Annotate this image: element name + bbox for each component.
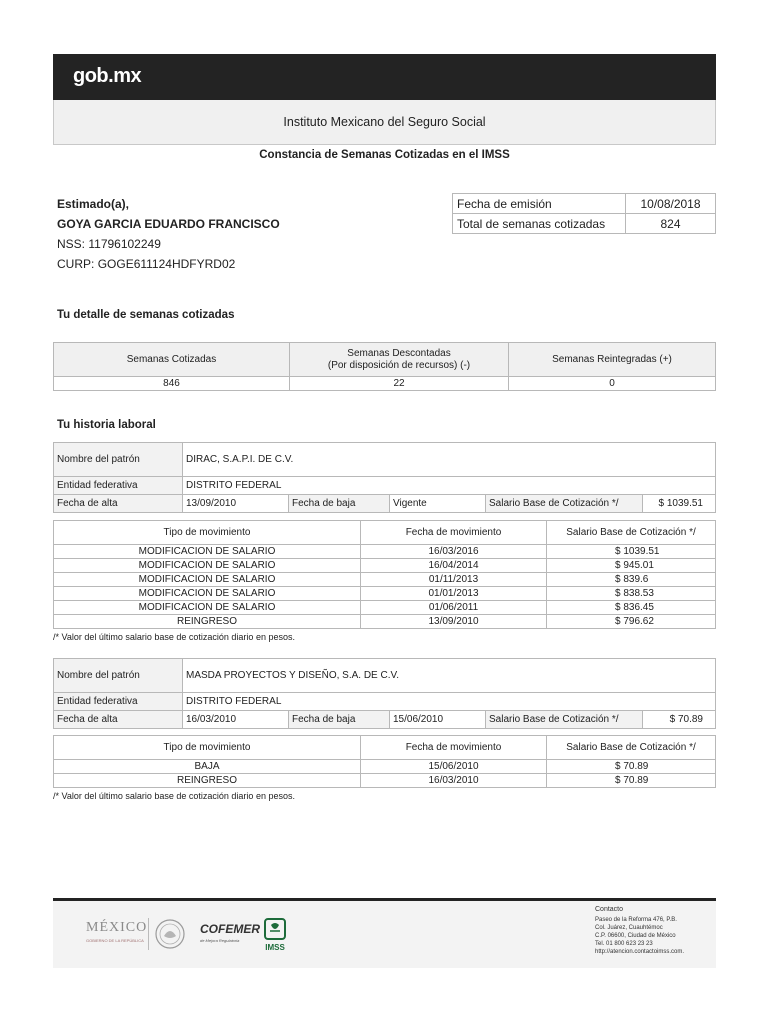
job-2-dates-row xyxy=(54,711,716,729)
job-1-moves-table xyxy=(53,520,716,629)
end-label: Fecha de baja xyxy=(289,711,390,729)
move-type: MODIFICACION DE SALARIO xyxy=(54,601,361,615)
cofemer-logo-subtitle: de Mejora Regulatoria xyxy=(200,938,240,943)
table-row xyxy=(54,545,716,559)
employer-label: Nombre del patrón xyxy=(54,443,183,477)
job-1-state-row xyxy=(54,477,716,495)
imss-logo-text: IMSS xyxy=(265,943,285,952)
table-row xyxy=(54,760,716,774)
labor-history-title: Tu historia laboral xyxy=(57,419,156,431)
job-2-state: DISTRITO FEDERAL xyxy=(183,693,716,711)
table-row xyxy=(54,559,716,573)
contact-line: C.P. 06600, Ciudad de México xyxy=(595,933,676,939)
move-date: 01/01/2013 xyxy=(361,587,547,601)
weeks-col-quoted: Semanas Cotizadas xyxy=(54,343,290,377)
state-label: Entidad federativa xyxy=(54,693,183,711)
institute-name: Instituto Mexicano del Seguro Social xyxy=(53,100,716,145)
start-label: Fecha de alta xyxy=(54,495,183,513)
job-2-employer: MASDA PROYECTOS Y DISEÑO, S.A. DE C.V. xyxy=(183,659,716,693)
logo-dot: . xyxy=(108,65,114,87)
document-title: Constancia de Semanas Cotizadas en el IMSS xyxy=(259,149,510,161)
move-salary-header: Salario Base de Cotización */ xyxy=(547,521,716,545)
move-date-header: Fecha de movimiento xyxy=(361,521,547,545)
nss-line xyxy=(57,234,280,254)
move-type-header: Tipo de movimiento xyxy=(54,736,361,760)
move-type: MODIFICACION DE SALARIO xyxy=(54,559,361,573)
table-row xyxy=(54,615,716,629)
move-type: REINGRESO xyxy=(54,774,361,788)
national-seal-icon xyxy=(154,918,186,950)
contact-title: Contacto xyxy=(595,906,624,913)
employer-label: Nombre del patrón xyxy=(54,659,183,693)
weeks-reinstated-value: 0 xyxy=(509,377,716,391)
summary-row-total-weeks xyxy=(453,214,716,234)
curp-label: CURP: xyxy=(57,257,95,271)
table-row xyxy=(54,774,716,788)
weeks-detail-title: Tu detalle de semanas cotizadas xyxy=(57,309,235,321)
weeks-col-reinstated: Semanas Reintegradas (+) xyxy=(509,343,716,377)
job-2-state-row xyxy=(54,693,716,711)
table-row xyxy=(54,587,716,601)
move-date-header: Fecha de movimiento xyxy=(361,736,547,760)
weeks-quoted-value: 846 xyxy=(54,377,290,391)
move-date: 01/11/2013 xyxy=(361,573,547,587)
nss-label: NSS: xyxy=(57,237,86,251)
weeks-col-discounted xyxy=(290,343,509,377)
move-type-header: Tipo de movimiento xyxy=(54,521,361,545)
logo-divider xyxy=(148,918,149,950)
weeks-header-row xyxy=(54,343,716,377)
contact-url[interactable]: http://atencion.contactoimss.com. xyxy=(595,949,685,955)
recipient-block xyxy=(57,194,280,274)
salutation: Estimado(a), xyxy=(57,197,130,211)
move-type: BAJA xyxy=(54,760,361,774)
weeks-col-discounted-line1: Semanas Descontadas xyxy=(347,347,451,359)
move-type: MODIFICACION DE SALARIO xyxy=(54,587,361,601)
imss-logo-icon xyxy=(262,917,290,953)
total-weeks-label: Total de semanas cotizadas xyxy=(453,214,626,234)
salary-footnote: /* Valor del último salario base de cotización diario en pesos. xyxy=(53,791,295,801)
move-date: 15/06/2010 xyxy=(361,760,547,774)
moves-header-row xyxy=(54,736,716,760)
move-date: 16/03/2016 xyxy=(361,545,547,559)
weeks-value-row xyxy=(54,377,716,391)
end-label: Fecha de baja xyxy=(289,495,390,513)
job-1-employer-row xyxy=(54,443,716,477)
curp-line xyxy=(57,254,280,274)
move-salary-header: Salario Base de Cotización */ xyxy=(547,736,716,760)
curp-value: GOGE611124HDFYRD02 xyxy=(97,257,236,271)
move-salary: $ 839.6 xyxy=(547,573,716,587)
contact-line: Col. Juárez, Cuauhtémoc xyxy=(595,925,663,931)
cofemer-logo: COFEMER xyxy=(200,922,260,936)
salary-footnote: /* Valor del último salario base de cotización diario en pesos. xyxy=(53,632,295,642)
table-row xyxy=(54,573,716,587)
mexico-logo: MÉXICO xyxy=(86,920,148,935)
move-type: MODIFICACION DE SALARIO xyxy=(54,545,361,559)
move-salary: $ 1039.51 xyxy=(547,545,716,559)
salary-label: Salario Base de Cotización */ xyxy=(486,495,643,513)
summary-row-issue-date xyxy=(453,194,716,214)
weeks-discounted-value: 22 xyxy=(290,377,509,391)
job-1-salary: $ 1039.51 xyxy=(643,495,716,513)
move-date: 16/03/2010 xyxy=(361,774,547,788)
move-salary: $ 796.62 xyxy=(547,615,716,629)
job-1-start: 13/09/2010 xyxy=(183,495,289,513)
job-2-start: 16/03/2010 xyxy=(183,711,289,729)
contact-block xyxy=(595,906,684,956)
salary-label: Salario Base de Cotización */ xyxy=(486,711,643,729)
job-2-salary: $ 70.89 xyxy=(643,711,716,729)
move-date: 13/09/2010 xyxy=(361,615,547,629)
issue-date-label: Fecha de emisión xyxy=(453,194,626,214)
mexico-logo-subtitle: GOBIERNO DE LA REPÚBLICA xyxy=(86,938,144,943)
total-weeks-value: 824 xyxy=(626,214,716,234)
contact-line: Tel. 01 800 623 23 23 xyxy=(595,941,653,947)
job-2-moves-table xyxy=(53,735,716,788)
nss-value: 11796102249 xyxy=(88,237,161,251)
job-2-end: 15/06/2010 xyxy=(390,711,486,729)
job-1-dates-row xyxy=(54,495,716,513)
move-salary: $ 836.45 xyxy=(547,601,716,615)
job-2-employer-row xyxy=(54,659,716,693)
move-salary: $ 70.89 xyxy=(547,760,716,774)
move-salary: $ 945.01 xyxy=(547,559,716,573)
weeks-col-discounted-line2: (Por disposición de recursos) (-) xyxy=(327,359,471,371)
job-2-table xyxy=(53,658,716,729)
job-1-end: Vigente xyxy=(390,495,486,513)
job-1-employer: DIRAC, S.A.P.I. DE C.V. xyxy=(183,443,716,477)
moves-header-row xyxy=(54,521,716,545)
weeks-detail-table xyxy=(53,342,716,391)
move-type: REINGRESO xyxy=(54,615,361,629)
table-row xyxy=(54,601,716,615)
move-salary: $ 838.53 xyxy=(547,587,716,601)
gob-mx-logo[interactable] xyxy=(73,65,141,88)
logo-text: gob xyxy=(73,65,109,87)
job-1-state: DISTRITO FEDERAL xyxy=(183,477,716,495)
contact-line: Paseo de la Reforma 476, P.B. xyxy=(595,917,677,923)
summary-table xyxy=(452,193,716,234)
move-date: 16/04/2014 xyxy=(361,559,547,573)
header-bar xyxy=(53,54,716,100)
move-date: 01/06/2011 xyxy=(361,601,547,615)
job-1-table xyxy=(53,442,716,513)
move-type: MODIFICACION DE SALARIO xyxy=(54,573,361,587)
state-label: Entidad federativa xyxy=(54,477,183,495)
start-label: Fecha de alta xyxy=(54,711,183,729)
move-salary: $ 70.89 xyxy=(547,774,716,788)
logo-suffix: mx xyxy=(113,65,142,87)
issue-date-value: 10/08/2018 xyxy=(626,194,716,214)
recipient-name: GOYA GARCIA EDUARDO FRANCISCO xyxy=(57,217,280,231)
